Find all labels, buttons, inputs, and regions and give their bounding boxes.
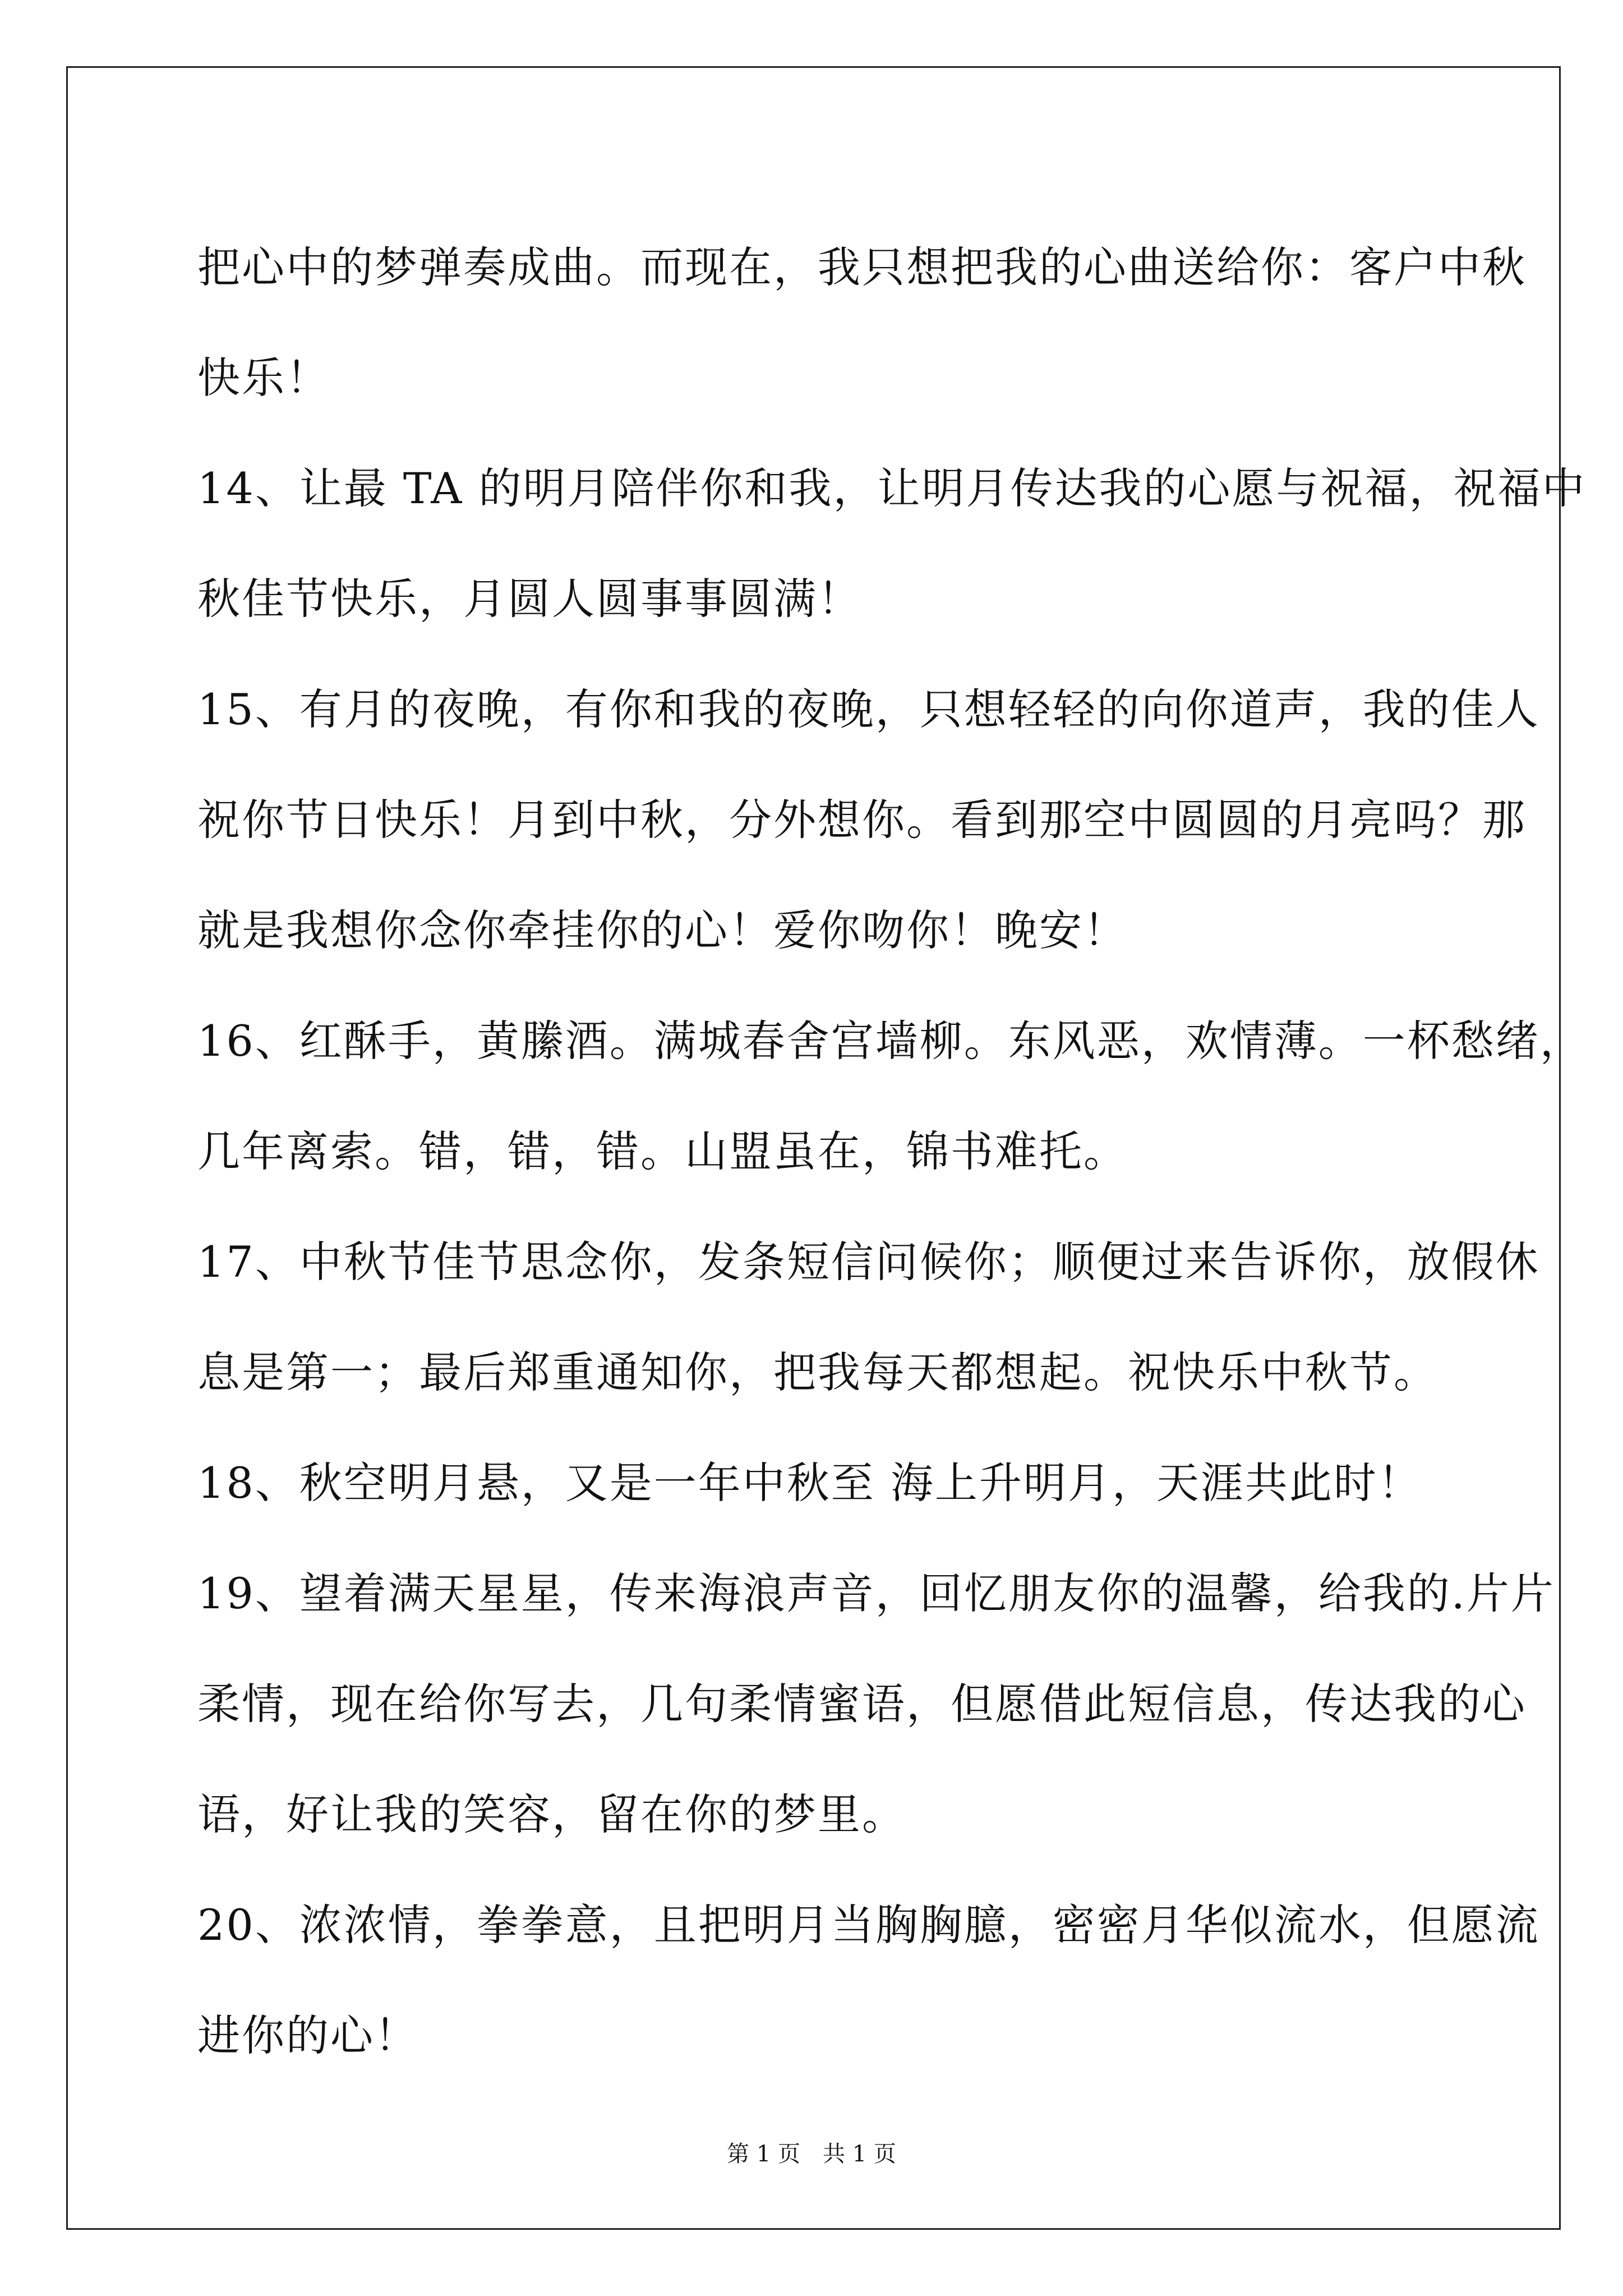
- text-line: 几年离索。错，错，错。山盟虽在，锦书难托。: [197, 1126, 1128, 1176]
- text-line: 秋佳节快乐，月圆人圆事事圆满！: [197, 574, 862, 624]
- text-line: 18、秋空明月悬，又是一年中秋至 海上升明月，天涯共此时！: [197, 1458, 1422, 1508]
- text-line: 14、让最 TA 的明月陪伴你和我，让明月传达我的心愿与祝福，祝福中: [197, 463, 1587, 513]
- page-footer: 第 1 页 共 1 页: [727, 2141, 896, 2167]
- document-body: [197, 212, 1587, 2091]
- text-line: 15、有月的夜晚，有你和我的夜晚，只想轻轻的向你道声，我的佳人: [197, 684, 1540, 734]
- text-line: 息是第一；最后郑重通知你，把我每天都想起。祝快乐中秋节。: [197, 1347, 1438, 1397]
- text-line: 16、红酥手，黄縢酒。满城春舍宫墙柳。东风恶，欢情薄。一杯愁绪，: [197, 1016, 1584, 1066]
- text-line: 祝你节日快乐！月到中秋，分外想你。看到那空中圆圆的月亮吗？那: [197, 795, 1527, 845]
- text-line: 17、中秋节佳节思念你，发条短信问候你；顺便过来告诉你，放假休: [197, 1237, 1540, 1287]
- text-line: 19、望着满天星星，传来海浪声音，回忆朋友你的温馨，给我的.片片: [197, 1568, 1555, 1618]
- text-line: 就是我想你念你牵挂你的心！爱你吻你！晚安！: [197, 905, 1128, 955]
- text-line: 20、浓浓情，拳拳意，且把明月当胸胸臆，密密月华似流水，但愿流: [197, 1900, 1540, 1950]
- text-line: 语，好让我的笑容，留在你的梦里。: [197, 1789, 906, 1839]
- text-line: 把心中的梦弹奏成曲。而现在，我只想把我的心曲送给你：客户中秋: [197, 242, 1527, 292]
- text-line: 进你的心！: [197, 2010, 419, 2060]
- text-line: 快乐！: [197, 353, 330, 403]
- text-line: 柔情，现在给你写去，几句柔情蜜语，但愿借此短信息，传达我的心: [197, 1679, 1527, 1729]
